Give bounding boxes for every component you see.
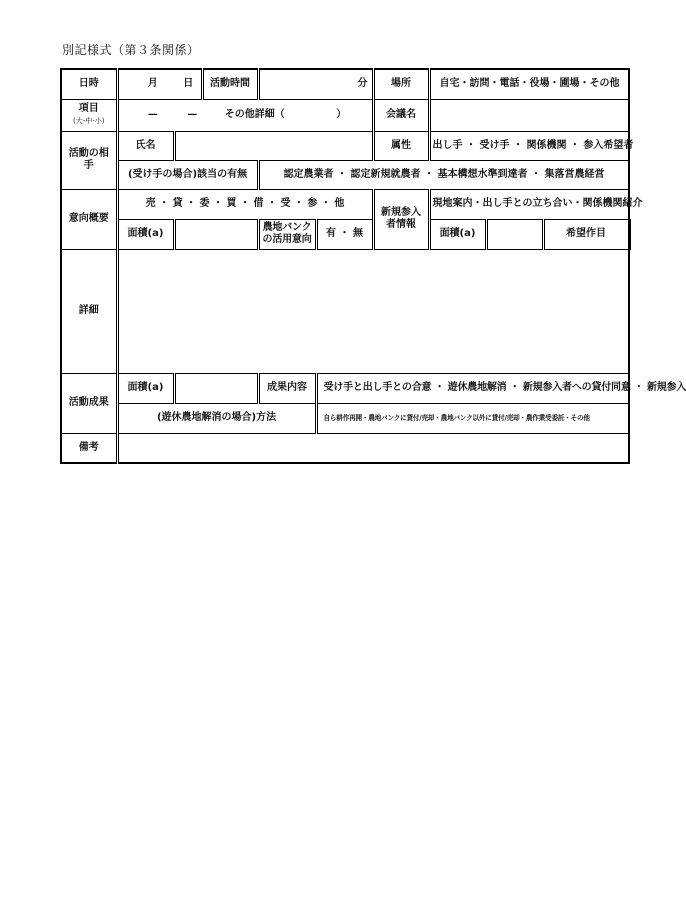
activity-time-label: 活動時間: [202, 69, 258, 99]
party-label: 活動の相手: [61, 131, 117, 189]
result-content-label: 成果内容: [258, 373, 316, 403]
intent-options[interactable]: 売 ・ 貸 ・ 委 ・ 買 ・ 借 ・ 受 ・ 参 ・ 他: [117, 189, 373, 219]
newcomer-label: 新規参入者情報: [373, 189, 429, 249]
receiver-label: (受け手の場合)該当の有無: [117, 160, 258, 189]
result-area-field[interactable]: [174, 373, 258, 403]
date-row: [61, 69, 629, 99]
meeting-label: 会議名: [373, 99, 429, 131]
minutes-text: 分: [357, 78, 368, 90]
name-field[interactable]: [174, 131, 373, 160]
item-sub-label: (大-中-小): [72, 117, 105, 125]
result-row-2: [61, 403, 629, 433]
item-row: [61, 99, 629, 131]
day-text: 日: [183, 78, 194, 90]
item-dash-2: —: [187, 109, 198, 120]
newcomer-area-field[interactable]: [486, 219, 543, 249]
intent-row-2: [61, 219, 629, 249]
intent-row-1: [61, 189, 629, 219]
date-label: 日時: [61, 69, 117, 99]
result-content-options[interactable]: 受け手と出し手との合意 ・ 遊休農地解消 ・ 新規参入者への貸付同意 ・ 新規参入: [316, 373, 629, 403]
result-area-label: 面積(a): [117, 373, 174, 403]
attribute-options[interactable]: 出し手 ・ 受け手 ・ 関係機関 ・ 参入希望者: [429, 131, 629, 160]
item-label-cell: [61, 99, 117, 131]
idle-method-options[interactable]: 自ら耕作再開・農地バンクに貸付/売却・農地バンク以外に貸付/売却・農作業受委託・その他: [316, 403, 629, 433]
detail-field[interactable]: [117, 249, 629, 373]
detail-row: [61, 249, 629, 373]
result-row-1: [61, 373, 629, 403]
item-field[interactable]: [117, 99, 373, 131]
newcomer-options[interactable]: 現地案内・出し手との立ち合い・関係機関紹介: [429, 189, 629, 219]
bank-yes-no[interactable]: 有 ・ 無: [316, 219, 373, 249]
month-day-field[interactable]: [117, 69, 202, 99]
form-caption: 別記様式（第３条関係）: [62, 43, 200, 57]
farmland-bank-label: 農地バンクの活用意向: [258, 219, 316, 249]
item-paren-close: ）: [336, 109, 347, 120]
place-options[interactable]: 自宅・訪問・電話・役場・圃場・その他: [429, 69, 629, 99]
activity-record-form: [60, 68, 686, 464]
intent-label: 意向概要: [61, 189, 117, 249]
desired-crop-label: 希望作目: [543, 219, 629, 249]
month-text: 月: [147, 78, 158, 90]
item-label: 項目: [78, 103, 99, 114]
detail-label: 詳細: [61, 249, 117, 373]
note-label: 備考: [61, 433, 117, 463]
area-label: 面積(a): [117, 219, 174, 249]
receiver-options[interactable]: 認定農業者 ・ 認定新規就農者 ・ 基本構想水準到達者 ・ 集落営農経営: [258, 160, 629, 189]
note-field[interactable]: [117, 433, 629, 463]
item-dash-1: —: [147, 109, 158, 120]
place-label: 場所: [373, 69, 429, 99]
attribute-label: 属性: [373, 131, 429, 160]
note-row: [61, 433, 629, 463]
idle-method-label: (遊休農地解消の場合)方法: [117, 403, 316, 433]
area-field[interactable]: [174, 219, 258, 249]
result-label: 活動成果: [61, 373, 117, 433]
party-row-2: [61, 160, 629, 189]
meeting-field[interactable]: [429, 99, 629, 131]
minutes-field[interactable]: [258, 69, 373, 99]
item-other-detail: その他詳細（: [224, 109, 285, 120]
party-row-1: [61, 131, 629, 160]
newcomer-area-label: 面積(a): [429, 219, 486, 249]
name-label: 氏名: [117, 131, 174, 160]
